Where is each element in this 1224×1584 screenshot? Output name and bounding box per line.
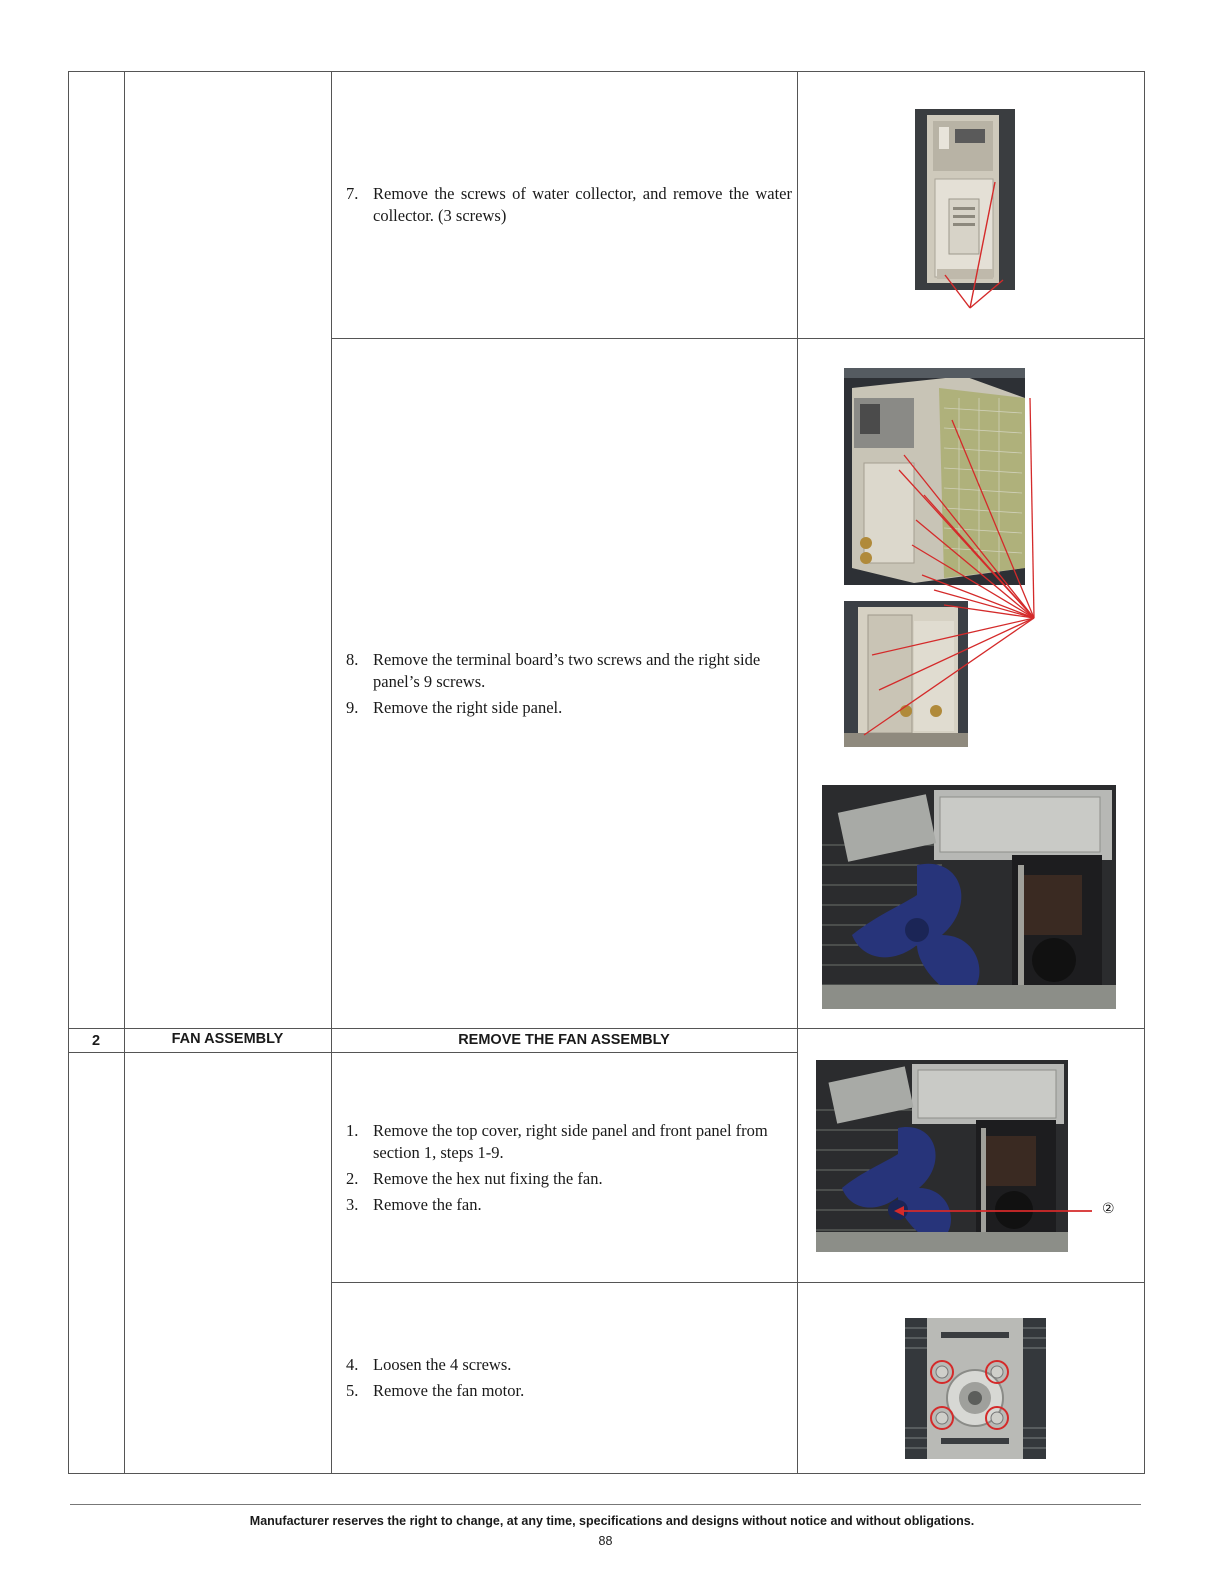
step-text: Remove the fan motor.: [373, 1381, 525, 1400]
section-heading: REMOVE THE FAN ASSEMBLY: [458, 1032, 670, 1048]
step-number: 2.: [346, 1169, 359, 1188]
callout-marker: ②: [1102, 1201, 1115, 1217]
callout-lines: [844, 380, 1044, 745]
step-5: [346, 1380, 792, 1404]
step-number: 8.: [346, 650, 359, 669]
section-number: 2: [91, 1033, 101, 1049]
step-text: Remove the fan.: [373, 1195, 482, 1214]
row-divider: [68, 1052, 798, 1053]
step-text: Remove the terminal board’s two screws and the right side panel’s 9 screws.: [373, 650, 761, 691]
step-text: Remove the top cover, right side panel and front panel from section 1, steps 1-9.: [373, 1121, 768, 1162]
step-number: 4.: [346, 1355, 359, 1374]
callout-lines: [915, 170, 1025, 315]
step-text: Remove the right side panel.: [373, 698, 563, 717]
hex-nut-callout-arrow: [880, 1200, 1100, 1220]
column-divider: [331, 71, 332, 1474]
table-border-bottom: [68, 1473, 1145, 1474]
fan-assembly-photo: [822, 785, 1116, 1009]
row-divider: [331, 1282, 1145, 1283]
table-border-top: [68, 71, 1145, 72]
step-number: 1.: [346, 1121, 359, 1140]
step-4: [346, 1354, 792, 1378]
step-number: 5.: [346, 1381, 359, 1400]
footer-divider: [70, 1504, 1141, 1505]
page-number: 88: [598, 1534, 613, 1548]
step-3: [346, 1194, 792, 1218]
row-divider: [331, 338, 1145, 339]
step-text: Remove the hex nut fixing the fan.: [373, 1169, 603, 1188]
column-divider: [124, 71, 125, 1474]
footer-disclaimer: Manufacturer reserves the right to change, at any time, specifications and designs without notice and without obligations.: [249, 1514, 975, 1528]
step-1: [346, 1120, 792, 1166]
table-border-right: [1144, 71, 1145, 1474]
table-border-left: [68, 71, 69, 1474]
step-number: 9.: [346, 698, 359, 717]
fan-motor-screws-photo: [905, 1318, 1046, 1459]
step-text: Loosen the 4 screws.: [373, 1355, 512, 1374]
step-number: 3.: [346, 1195, 359, 1214]
step-8: [346, 649, 792, 695]
row-divider: [68, 1028, 1145, 1029]
section-title: FAN ASSEMBLY: [171, 1031, 284, 1047]
fan-hex-nut-photo: [816, 1060, 1068, 1252]
step-number: 7.: [346, 184, 359, 203]
step-text: Remove the screws of water collector, and remove the water collector. (3 screws): [373, 184, 792, 225]
step-9: [346, 697, 792, 721]
column-divider: [797, 71, 798, 1474]
step-2: [346, 1168, 792, 1192]
step-7: [346, 183, 792, 229]
